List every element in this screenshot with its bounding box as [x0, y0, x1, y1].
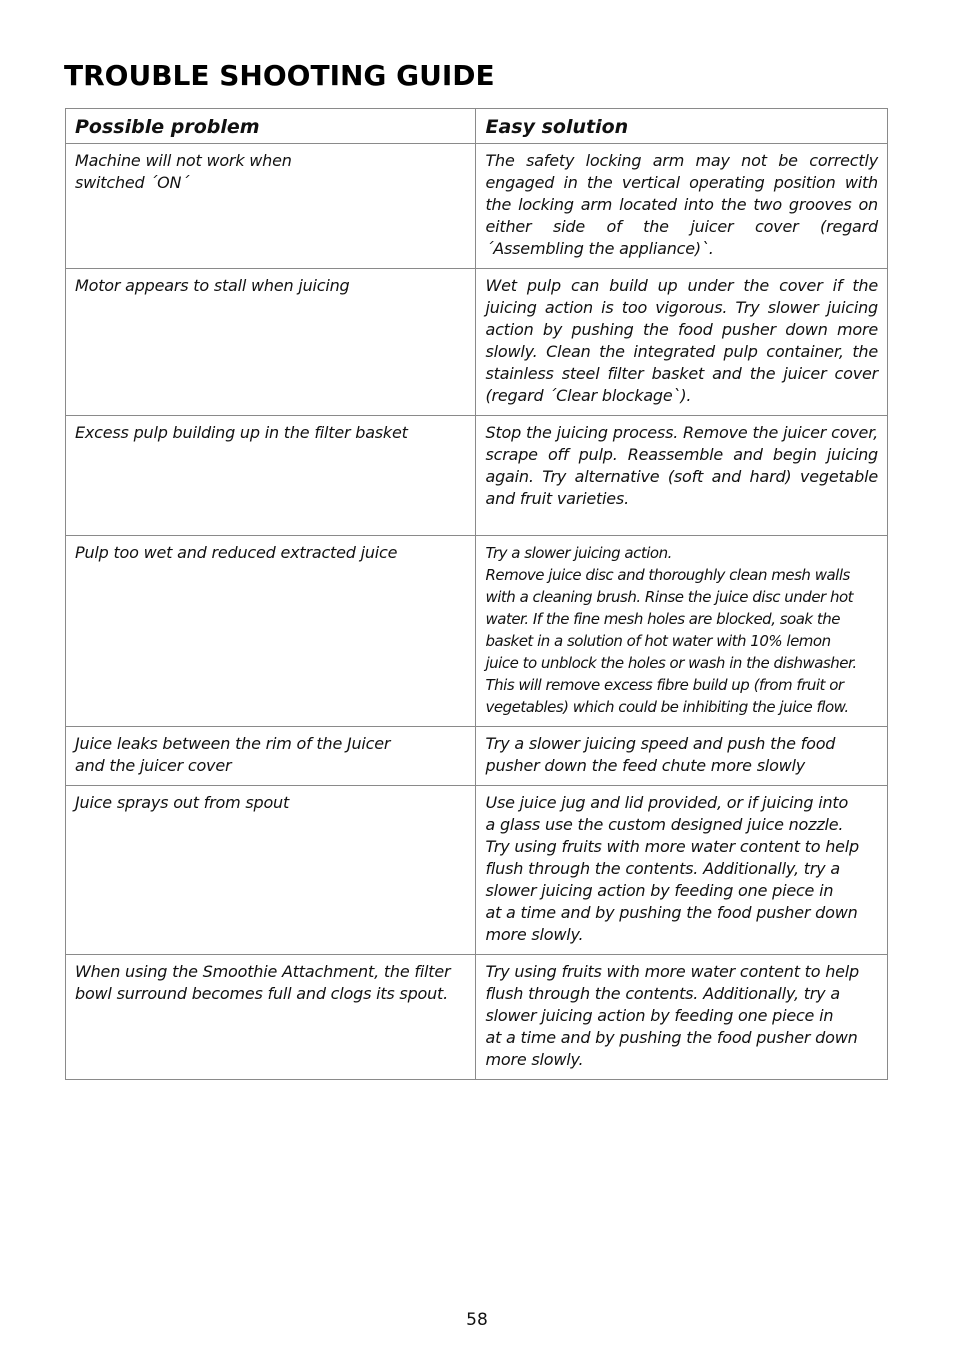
solution-line: Try using fruits with more water content to help — [485, 962, 860, 981]
page-number: 58 — [466, 1310, 488, 1330]
solution-cell — [476, 727, 888, 786]
header-easy-solution: Easy solution — [476, 109, 888, 144]
problem-text: Excess pulp building up in the filter basket — [75, 423, 408, 442]
solution-line: more slowly. — [485, 1050, 584, 1069]
solution-line: vegetables) which could be inhibiting the juice flow. — [485, 698, 849, 716]
solution-cell: Stop the juicing process. Remove the juicer cover, scrape off pulp. Reassemble and begin juicing again. Try alternative (soft and hard) vegetable and fruit varieties. — [476, 416, 888, 536]
solution-line: flush through the contents. Additionally, try a — [485, 859, 840, 878]
table-row — [66, 416, 888, 536]
problem-cell — [66, 536, 476, 727]
problem-text: Juice sprays out from spout — [75, 793, 290, 812]
solution-line: at a time and by pushing the food pusher down — [485, 1028, 858, 1047]
problem-text: Machine will not work when — [75, 151, 292, 170]
problem-text: Motor appears to stall when juicing — [75, 276, 350, 295]
problem-text: When using the Smoothie Attachment, the filter — [75, 962, 451, 981]
solution-cell: Wet pulp can build up under the cover if the juicing action is too vigorous. Try slower juicing action by pushing the food pusher down more slowly. Clean the integrated pulp container, the stainless steel filter basket and the juicer cover (regard ´Clear blockage`). — [476, 269, 888, 416]
table-row — [66, 727, 888, 786]
problem-cell — [66, 727, 476, 786]
solution-line: flush through the contents. Additionally, try a — [485, 984, 840, 1003]
solution-line: This will remove excess fibre build up (from fruit or — [485, 676, 844, 694]
problem-text: bowl surround becomes full and clogs its spout. — [75, 984, 449, 1003]
solution-cell — [476, 536, 888, 727]
table-row — [66, 786, 888, 955]
solution-line: slower juicing action by feeding one piece in — [485, 881, 834, 900]
troubleshooting-table — [65, 108, 888, 1080]
solution-line: with a cleaning brush. Rinse the juice disc under hot — [485, 588, 854, 606]
solution-line: Try using fruits with more water content to help — [485, 837, 860, 856]
solution-line: Use juice jug and lid provided, or if juicing into — [485, 793, 849, 812]
solution-line: water. If the fine mesh holes are blocked, soak the — [485, 610, 840, 628]
problem-text: switched ´ON´ — [75, 173, 190, 192]
solution-line: slower juicing action by feeding one piece in — [485, 1006, 834, 1025]
solution-cell — [476, 786, 888, 955]
table-header-row — [66, 109, 888, 144]
problem-cell — [66, 144, 476, 269]
solution-line: more slowly. — [485, 925, 584, 944]
table-row — [66, 955, 888, 1080]
table-row — [66, 536, 888, 727]
solution-line: pusher down the feed chute more slowly — [485, 756, 806, 775]
solution-line: Try a slower juicing action. — [485, 544, 672, 562]
solution-line: a glass use the custom designed juice nozzle. — [485, 815, 844, 834]
table-row — [66, 144, 888, 269]
page-title: TROUBLE SHOOTING GUIDE — [64, 59, 495, 92]
problem-cell — [66, 269, 476, 416]
problem-cell — [66, 416, 476, 536]
problem-cell — [66, 955, 476, 1080]
solution-cell: The safety locking arm may not be correctly engaged in the vertical operating position with the locking arm located into the two grooves on either side of the juicer cover (regard ´Assembling the appliance)`. — [476, 144, 888, 269]
solution-line: Remove juice disc and thoroughly clean mesh walls — [485, 566, 850, 584]
solution-line: basket in a solution of hot water with 10% lemon — [485, 632, 831, 650]
problem-text: Pulp too wet and reduced extracted juice — [75, 543, 398, 562]
solution-line: at a time and by pushing the food pusher down — [485, 903, 858, 922]
solution-line: juice to unblock the holes or wash in the dishwasher. — [485, 654, 857, 672]
solution-line: Try a slower juicing speed and push the food — [485, 734, 836, 753]
header-possible-problem: Possible problem — [66, 109, 476, 144]
problem-cell — [66, 786, 476, 955]
solution-cell — [476, 955, 888, 1080]
problem-text: Juice leaks between the rim of the Juicer — [75, 734, 391, 753]
table-row — [66, 269, 888, 416]
problem-text: and the juicer cover — [75, 756, 232, 775]
